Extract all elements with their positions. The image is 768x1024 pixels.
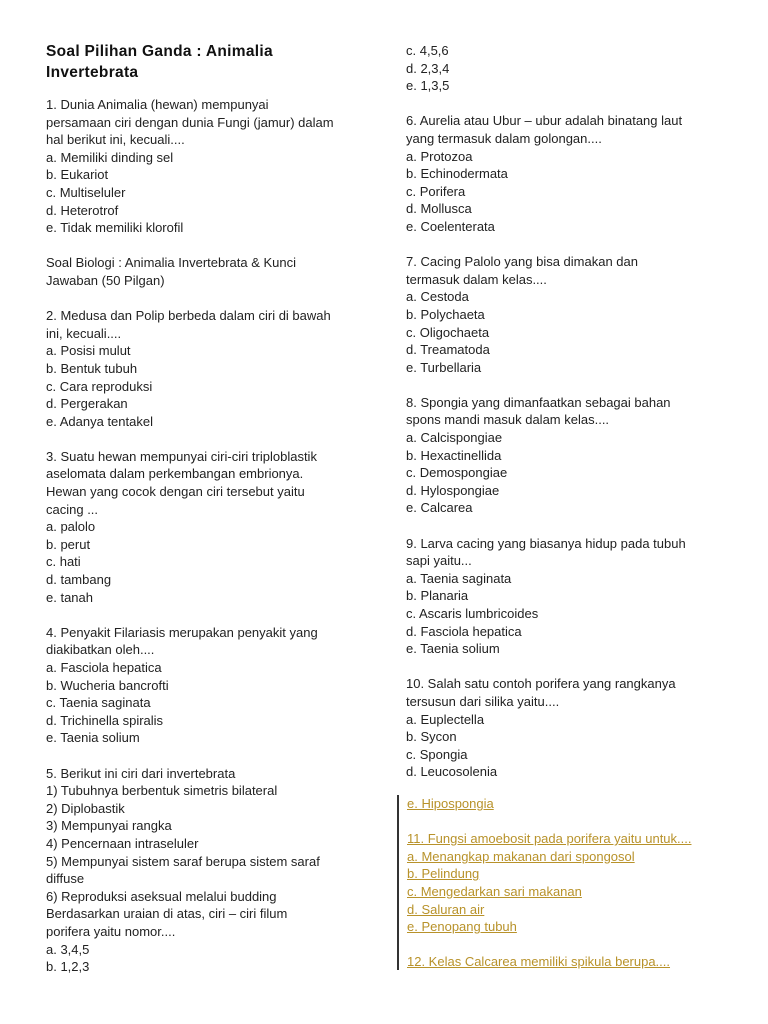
linked-preview-block[interactable]	[397, 795, 691, 970]
paragraph-spacer	[406, 95, 686, 113]
text-line: b. perut	[46, 536, 91, 552]
question-block	[406, 535, 686, 658]
text-line: b. Hexactinellida	[406, 447, 502, 463]
question-block	[406, 253, 686, 376]
text-line: d. Mollusca	[406, 201, 472, 217]
text-line: b. Eukariot	[46, 167, 109, 183]
text-line: a. Posisi mulut	[46, 343, 131, 359]
text-line: b. Sycon	[406, 729, 457, 745]
question-block	[46, 254, 334, 289]
question-block[interactable]	[407, 830, 691, 936]
text-line: 1. Dunia Animalia (hewan) mempunyai	[46, 97, 269, 112]
text-line: tersusun dari silika yaitu....	[406, 693, 560, 709]
text-line: diffuse	[46, 871, 85, 887]
text-line: Berdasarkan uraian di atas, ciri – ciri filum	[46, 906, 288, 922]
text-line: Soal Biologi : Animalia Invertebrata & Kunci	[46, 255, 297, 271]
text-line: a. palolo	[46, 519, 96, 535]
text-line: c. hati	[46, 554, 81, 570]
text-line: d. Hylospongiae	[406, 482, 500, 498]
question-block	[46, 448, 334, 606]
text-line: 3. Suatu hewan mempunyai ciri-ciri triploblastik	[46, 448, 317, 464]
paragraph-spacer	[46, 747, 334, 765]
text-line: cacing ...	[46, 501, 99, 517]
text-line: Hewan yang cocok dengan ciri tersebut yaitu	[46, 484, 305, 500]
text-link[interactable]: 11. Fungsi amoebosit pada porifera yaitu untuk....	[407, 831, 692, 847]
text-line: a. Fasciola hepatica	[46, 660, 162, 675]
text-line: 2) Diplobastik	[46, 800, 125, 816]
text-link[interactable]: c. Mengedarkan sari makanan	[407, 883, 582, 899]
text-line: 4. Penyakit Filariasis merupakan penyakit yang	[46, 624, 318, 640]
text-line: 4) Pencernaan intraseluler	[46, 835, 199, 851]
text-line: e. Turbellaria	[406, 359, 482, 375]
text-line: e. Tidak memiliki klorofil	[46, 220, 184, 236]
text-line: c. Cara reproduksi	[46, 378, 153, 394]
text-line: porifera yaitu nomor....	[46, 923, 176, 939]
text-line: e. Coelenterata	[406, 218, 495, 234]
text-link[interactable]: d. Saluran air	[407, 901, 485, 917]
text-line: yang termasuk dalam golongan....	[406, 130, 602, 146]
text-line: a. Euplectella	[406, 711, 485, 727]
question-block	[406, 42, 686, 95]
text-line: d. Pergerakan	[46, 396, 128, 412]
text-line: c. Ascaris lumbricoides	[406, 606, 539, 621]
text-line: c. Multiseluler	[46, 184, 126, 200]
text-line: d. Trichinella spiralis	[46, 712, 164, 728]
text-line: 3) Mempunyai rangka	[46, 818, 172, 834]
text-line: c. Spongia	[406, 746, 468, 762]
text-line: 5. Berikut ini ciri dari invertebrata	[46, 765, 236, 781]
text-line: hal berikut ini, kecuali....	[46, 132, 185, 148]
paragraph-spacer	[407, 813, 691, 831]
question-block	[406, 394, 686, 517]
text-link[interactable]: 12. Kelas Calcarea memiliki spikula berupa....	[407, 954, 671, 970]
text-line: e. tanah	[46, 589, 93, 605]
paragraph-spacer	[46, 290, 334, 308]
text-line: 2. Medusa dan Polip berbeda dalam ciri di bawah	[46, 308, 331, 324]
text-line: persamaan ciri dengan dunia Fungi (jamur) dalam	[46, 114, 334, 130]
paragraph-spacer	[406, 517, 686, 535]
text-line: 9. Larva cacing yang biasanya hidup pada tubuh	[406, 535, 686, 551]
text-line: e. Taenia solium	[406, 641, 500, 657]
text-link[interactable]: a. Menangkap makanan dari spongosol	[407, 848, 635, 864]
text-line: d. Fasciola hepatica	[406, 623, 522, 639]
text-line: d. tambang	[46, 572, 112, 588]
text-line: d. Heterotrof	[46, 202, 119, 218]
paragraph-spacer	[406, 658, 686, 676]
text-line: e. 1,3,5	[406, 78, 450, 94]
question-block	[406, 112, 686, 235]
text-line: a. Protozoa	[406, 148, 473, 164]
paragraph-spacer	[406, 236, 686, 254]
text-line: a. Calcispongiae	[406, 430, 503, 446]
text-line: b. Polychaeta	[406, 306, 485, 322]
text-line: b. Wucheria bancrofti	[46, 677, 169, 693]
text-link[interactable]: b. Pelindung	[407, 866, 480, 882]
text-link[interactable]: e. Hipospongia	[407, 796, 494, 811]
text-line: c. 4,5,6	[406, 43, 449, 58]
text-line: d. Leucosolenia	[406, 764, 498, 780]
text-line: a. Memiliki dinding sel	[46, 149, 174, 165]
title-line: Invertebrata	[46, 64, 139, 81]
text-line: Jawaban (50 Pilgan)	[46, 272, 165, 288]
text-line: aselomata dalam perkembangan embrionya.	[46, 466, 304, 482]
text-line: 5) Mempunyai sistem saraf berupa sistem saraf	[46, 853, 320, 869]
text-line: 10. Salah satu contoh porifera yang rangkanya	[406, 676, 676, 692]
text-line: c. Taenia saginata	[46, 695, 151, 711]
paragraph-spacer	[46, 237, 334, 255]
question-block	[46, 765, 334, 976]
text-line: b. Echinodermata	[406, 166, 508, 182]
text-line: c. Porifera	[406, 183, 466, 199]
text-line: a. 3,4,5	[46, 941, 90, 957]
text-line: diakibatkan oleh....	[46, 642, 155, 658]
paragraph-spacer	[46, 430, 334, 448]
paragraph-spacer	[407, 936, 691, 954]
text-line: 8. Spongia yang dimanfaatkan sebagai bahan	[406, 394, 671, 410]
document-title	[46, 41, 273, 83]
text-line: 7. Cacing Palolo yang bisa dimakan dan	[406, 254, 638, 270]
paragraph-spacer	[406, 376, 686, 394]
text-line: spons mandi masuk dalam kelas....	[406, 412, 610, 428]
text-link[interactable]: e. Penopang tubuh	[407, 919, 517, 935]
text-line: sapi yaitu...	[406, 553, 472, 569]
text-line: 6) Reproduksi aseksual melalui budding	[46, 888, 277, 904]
question-block	[46, 96, 334, 237]
text-line: b. Bentuk tubuh	[46, 360, 138, 376]
text-line: e. Adanya tentakel	[46, 413, 153, 429]
left-column	[46, 96, 334, 976]
text-line: ini, kecuali....	[46, 325, 122, 341]
text-line: e. Calcarea	[406, 500, 473, 516]
text-line: d. Treamatoda	[406, 342, 490, 358]
text-line: d. 2,3,4	[406, 60, 450, 76]
text-line: c. Oligochaeta	[406, 324, 490, 340]
text-line: 6. Aurelia atau Ubur – ubur adalah binatang laut	[406, 113, 683, 129]
question-block[interactable]	[407, 953, 691, 971]
question-block	[406, 675, 686, 781]
text-line: 1) Tubuhnya berbentuk simetris bilateral	[46, 783, 278, 799]
text-line: b. 1,2,3	[46, 959, 90, 975]
text-line: e. Taenia solium	[46, 730, 140, 746]
paragraph-spacer	[46, 606, 334, 624]
title-line: Soal Pilihan Ganda : Animalia	[46, 43, 273, 60]
question-block	[46, 307, 334, 430]
text-line: b. Planaria	[406, 588, 469, 604]
text-line: a. Cestoda	[406, 289, 469, 305]
text-line: a. Taenia saginata	[406, 570, 512, 586]
question-block	[46, 624, 334, 747]
right-column	[406, 42, 686, 781]
text-line: termasuk dalam kelas....	[406, 271, 547, 287]
text-line: c. Demospongiae	[406, 465, 508, 481]
question-block[interactable]	[407, 795, 691, 813]
